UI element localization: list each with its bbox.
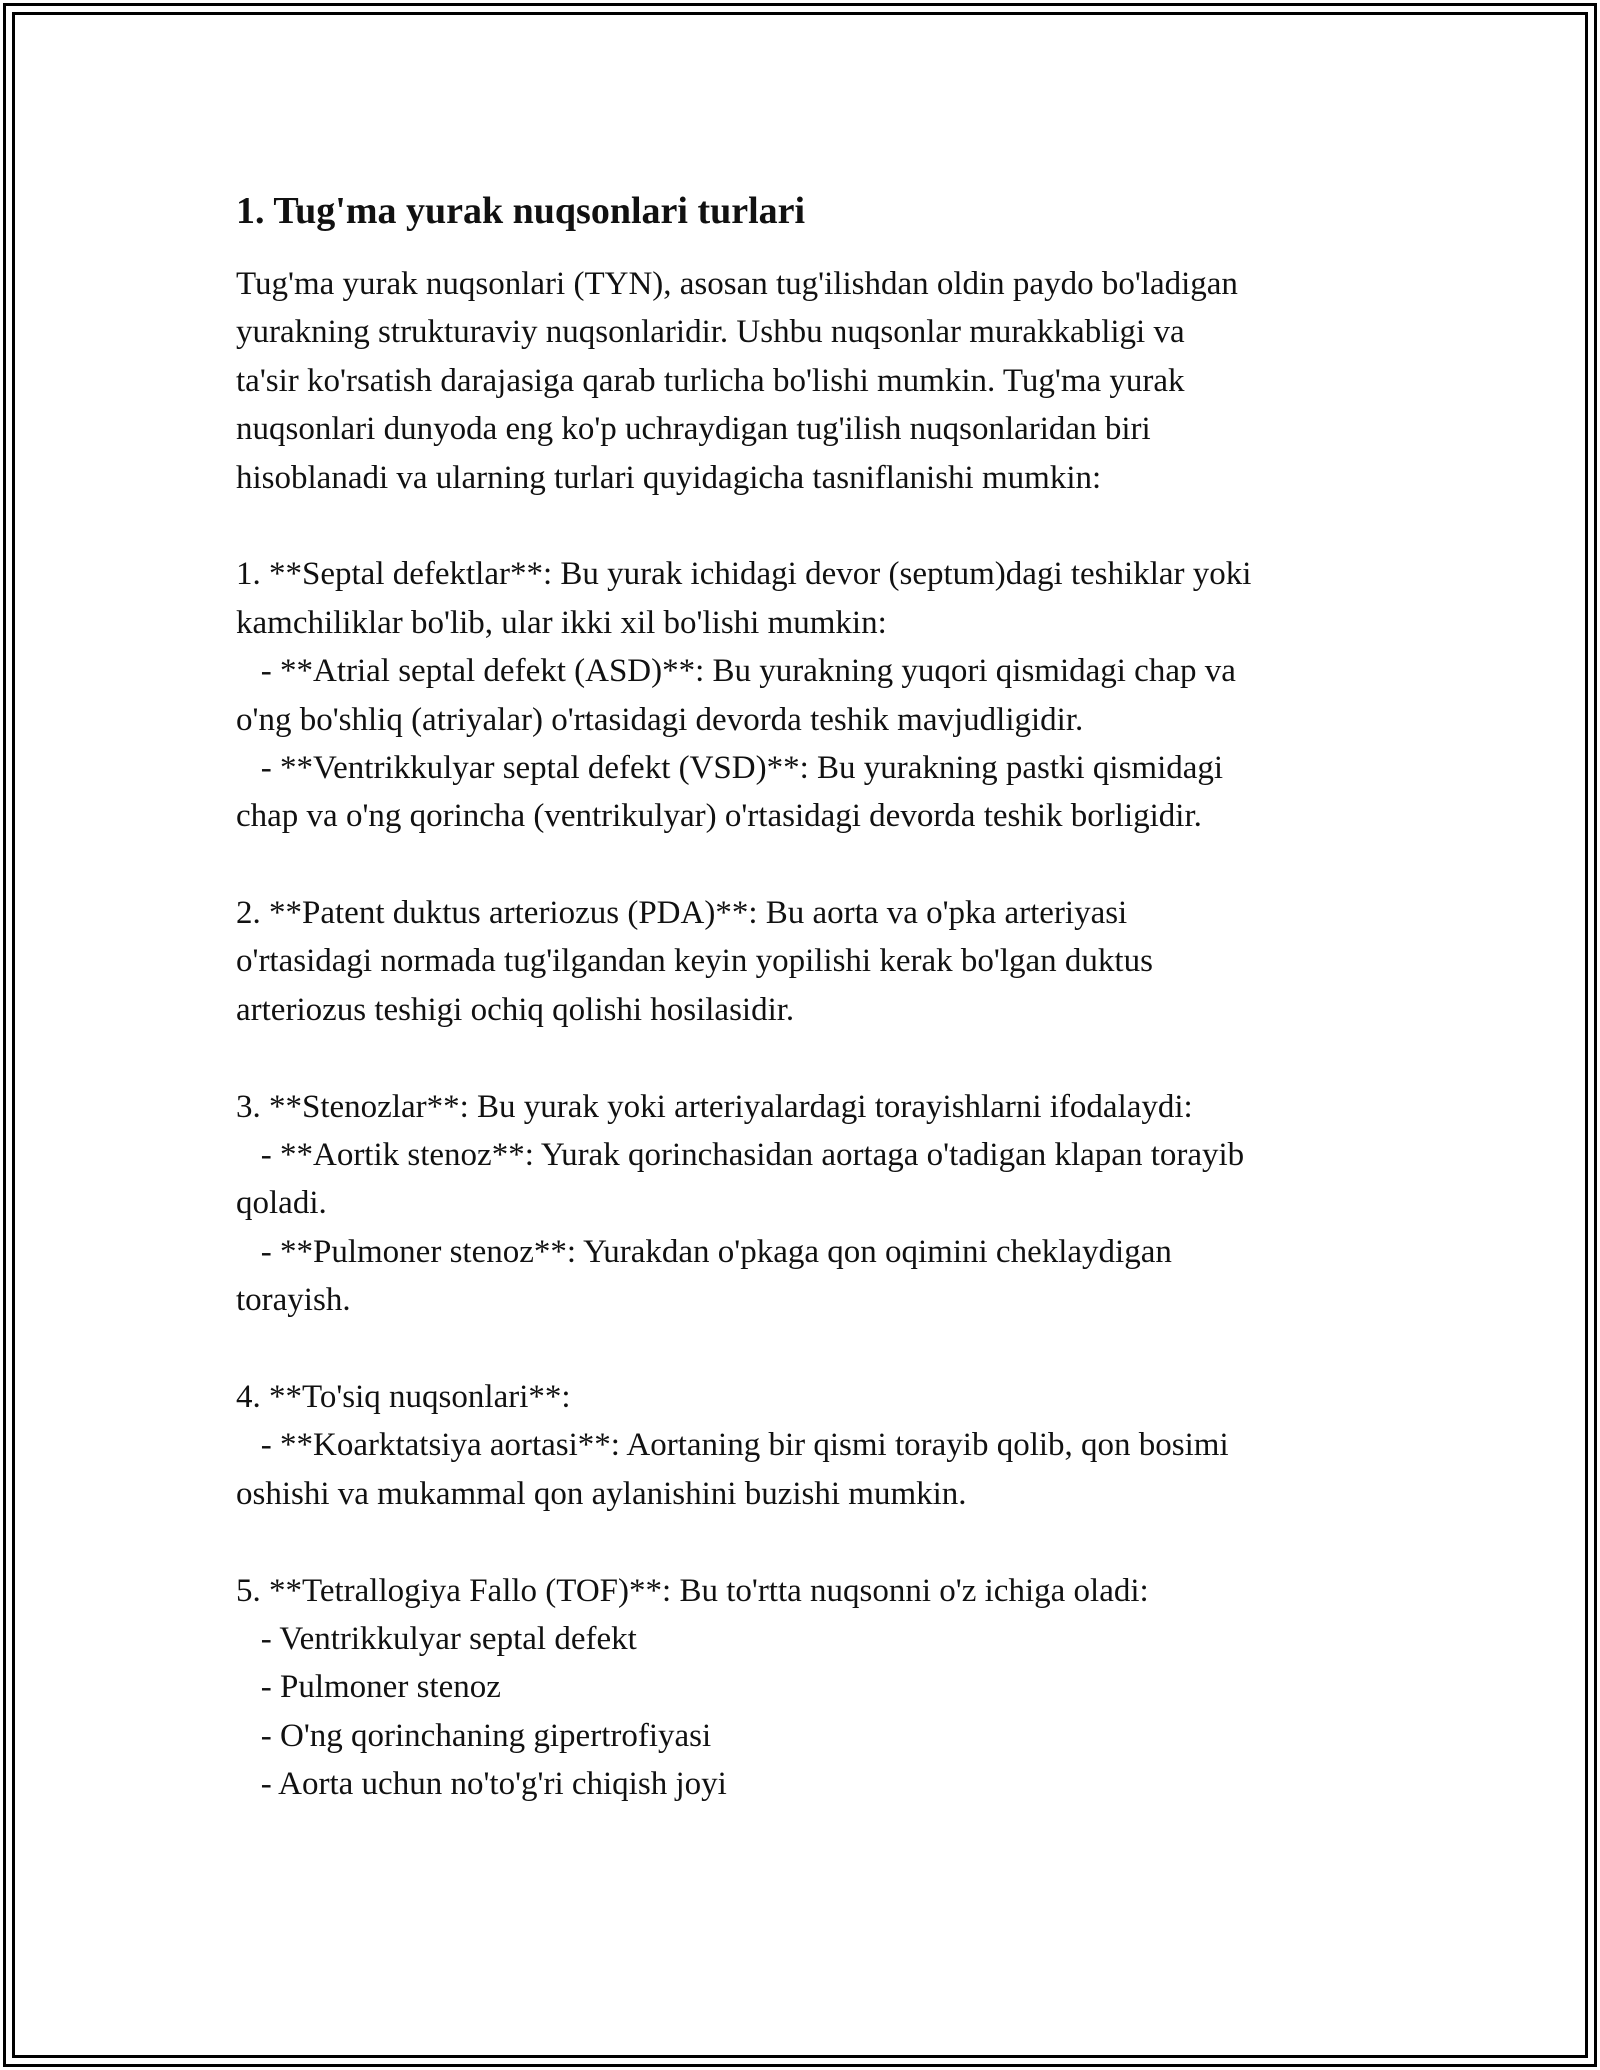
blank-line xyxy=(236,502,1396,550)
text-line: 5. **Tetrallogiya Fallo (TOF)**: Bu to'rtta nuqsonni o'z ichiga oladi: xyxy=(236,1572,1149,1609)
text-line: arteriozus teshigi ochiq qolishi hosilasidir. xyxy=(236,991,795,1028)
text-line: torayish. xyxy=(236,1282,351,1319)
section-heading: 1. Tug'ma yurak nuqsonlari turlari xyxy=(236,190,806,232)
document-content xyxy=(236,186,1396,1809)
text-line: oshishi va mukammal qon aylanishini buzishi mumkin. xyxy=(236,1475,967,1512)
blank-line xyxy=(236,1034,1396,1082)
text-line: - **Pulmoner stenoz**: Yurakdan o'pkaga qon oqimini cheklaydigan xyxy=(236,1233,1172,1270)
text-line: hisoblanadi va ularning turlari quyidagicha tasniflanishi mumkin: xyxy=(236,459,1102,496)
text-line: yurakning strukturaviy nuqsonlaridir. Ushbu nuqsonlar murakkabligi va xyxy=(236,314,1185,351)
blank-line xyxy=(236,1518,1396,1566)
text-line: qoladi. xyxy=(236,1185,327,1222)
text-line: o'ng bo'shliq (atriyalar) o'rtasidagi devorda teshik mavjudligidir. xyxy=(236,701,1084,738)
blank-line xyxy=(236,1325,1396,1373)
text-line: - **Koarktatsiya aortasi**: Aortaning bir qismi torayib qolib, qon bosimi xyxy=(236,1427,1229,1464)
blank-line xyxy=(236,841,1396,889)
text-line: 4. **To'siq nuqsonlari**: xyxy=(236,1378,571,1415)
text-line: - Ventrikkulyar septal defekt xyxy=(236,1620,637,1657)
text-line: 3. **Stenozlar**: Bu yurak yoki arteriyalardagi torayishlarni ifodalaydi: xyxy=(236,1088,1193,1125)
text-line: - **Aortik stenoz**: Yurak qorinchasidan aortaga o'tadigan klapan torayib xyxy=(236,1137,1245,1174)
text-line: ta'sir ko'rsatish darajasiga qarab turlicha bo'lishi mumkin. Tug'ma yurak xyxy=(236,362,1185,399)
text-line: o'rtasidagi normada tug'ilgandan keyin yopilishi kerak bo'lgan duktus xyxy=(236,943,1153,980)
text-line: nuqsonlari dunyoda eng ko'p uchraydigan tug'ilish nuqsonlaridan biri xyxy=(236,411,1151,448)
text-line: chap va o'ng qorincha (ventrikulyar) o'rtasidagi devorda teshik borligidir. xyxy=(236,798,1202,835)
text-line: kamchiliklar bo'lib, ular ikki xil bo'lishi mumkin: xyxy=(236,604,887,641)
text-line: Tug'ma yurak nuqsonlari (TYN), asosan tug'ilishdan oldin paydo bo'ladigan xyxy=(236,266,1238,302)
text-line: - O'ng qorinchaning gipertrofiyasi xyxy=(236,1717,712,1754)
text-line: - **Ventrikkulyar septal defekt (VSD)**: Bu yurakning pastki qismidagi xyxy=(236,749,1224,786)
text-line: 1. **Septal defektlar**: Bu yurak ichidagi devor (septum)dagi teshiklar yoki xyxy=(236,556,1252,593)
text-line: - Aorta uchun no'to'g'ri chiqish joyi xyxy=(236,1766,727,1803)
text-line: 2. **Patent duktus arteriozus (PDA)**: Bu aorta va o'pka arteriyasi xyxy=(236,895,1128,932)
text-line: - Pulmoner stenoz xyxy=(236,1669,501,1706)
text-line: - **Atrial septal defekt (ASD)**: Bu yurakning yuqori qismidagi chap va xyxy=(236,653,1236,690)
body-text xyxy=(236,260,1396,1809)
